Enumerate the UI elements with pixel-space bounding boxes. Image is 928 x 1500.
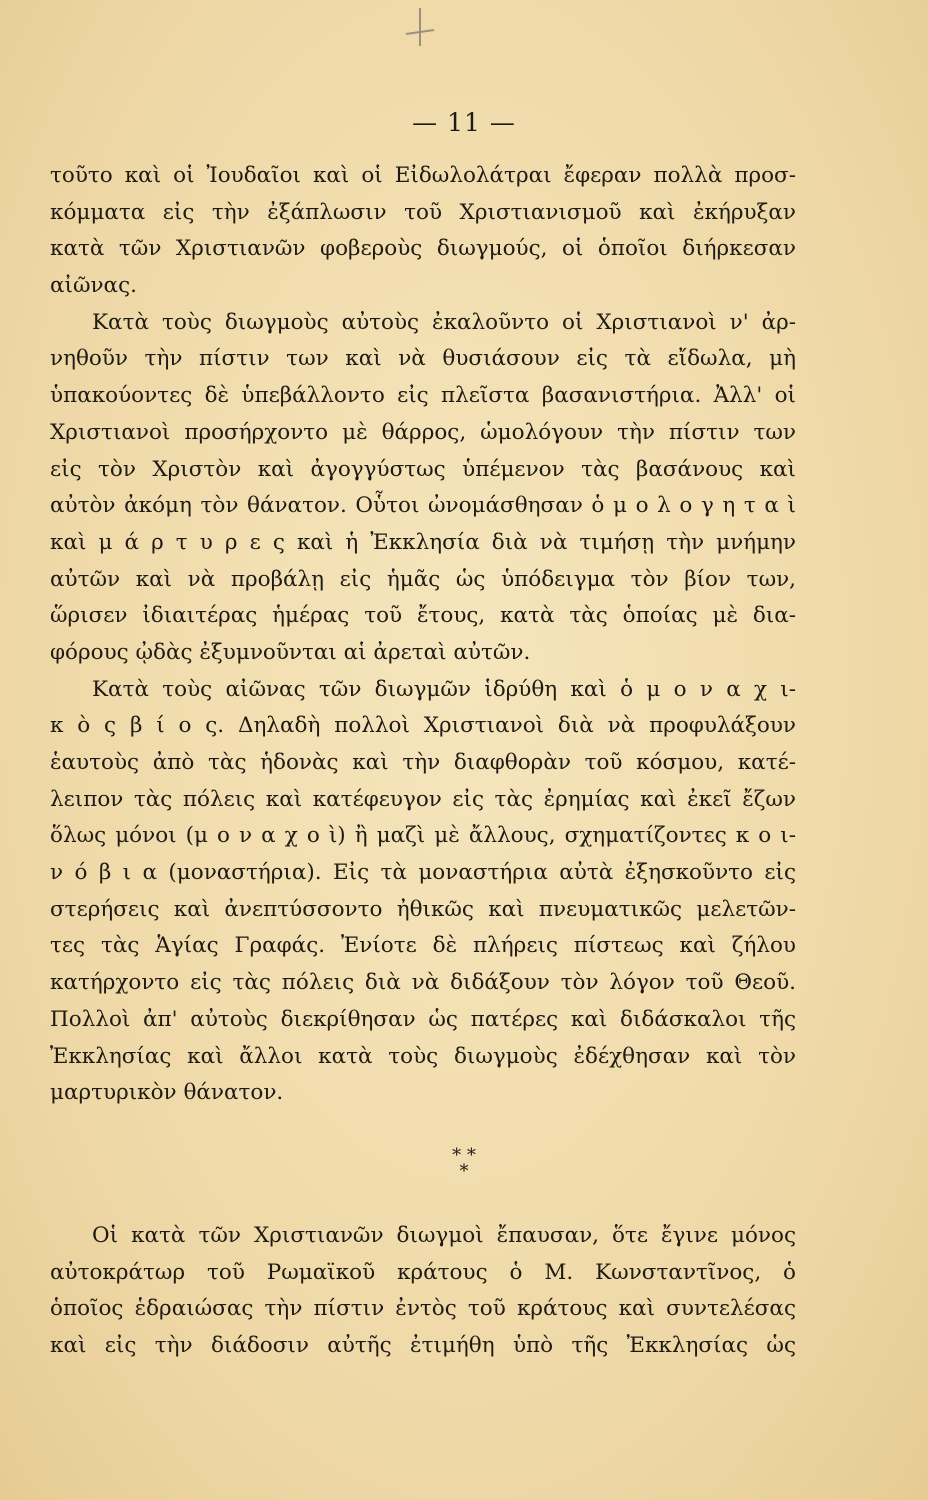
text-line: εἰς τὸν Χριστὸν καὶ ἀγογγύστως ὑπέμενον τὰς βασάνους καὶ bbox=[50, 456, 796, 482]
text-line: Οἱ κατὰ τῶν Χριστιανῶν διωγμοὶ ἔπαυσαν, ὅτε ἔγινε μόνος bbox=[92, 1223, 796, 1248]
cross-mark-icon bbox=[400, 8, 440, 48]
text-line: αὐτὸν ἀκόμη τὸν θάνατον. Οὗτοι ὠνομάσθησαν ὁ μ ο λ ο γ η τ α ὶ bbox=[50, 493, 796, 519]
text-line: Κατὰ τοὺς διωγμοὺς αὐτοὺς ἐκαλοῦντο οἱ Χριστιανοὶ ν' ἀρ- bbox=[92, 309, 796, 335]
text-block-after-divider bbox=[50, 1218, 796, 1365]
text-line: Κατὰ τοὺς αἰῶνας τῶν διωγμῶν ἱδρύθη καὶ ὁ μ ο ν α χ ι- bbox=[92, 676, 796, 702]
text-line: αὐτοκράτωρ τοῦ Ρωμαϊκοῦ κράτους ὁ Μ. Κωνσταντῖνος, ὁ bbox=[50, 1259, 796, 1285]
text-line: φόρους ᾠδὰς ἐξυμνοῦνται αἱ ἀρεταὶ αὐτῶν. bbox=[50, 639, 531, 665]
text-line: κατήρχοντο εἰς τὰς πόλεις διὰ νὰ διδάξουν τὸν λόγον τοῦ Θεοῦ. bbox=[50, 970, 796, 996]
text-line: Ἐκκλησίας καὶ ἄλλοι κατὰ τοὺς διωγμοὺς ἐδέχθησαν καὶ τὸν bbox=[50, 1043, 796, 1069]
text-line: αἰῶνας. bbox=[50, 273, 137, 299]
text-line: μαρτυρικὸν θάνατον. bbox=[50, 1080, 284, 1106]
text-line: ὑπακούοντες δὲ ὑπεβάλλοντο εἰς πλεῖστα βασανιστήρια. Ἀλλ' οἱ bbox=[50, 383, 796, 409]
text-line: λειπον τὰς πόλεις καὶ κατέφευγον εἰς τὰς ἐρημίας καὶ ἐκεῖ ἔζων bbox=[50, 786, 796, 812]
divider-stars-top: * * bbox=[452, 1145, 476, 1166]
text-line: κ ὸ ς β ί ο ς. Δηλαδὴ πολλοὶ Χριστιανοὶ διὰ νὰ προφυλάξουν bbox=[50, 713, 796, 739]
text-line: ὅλως μόνοι (μ ο ν α χ ο ὶ) ἢ μαζὶ μὲ ἄλλους, σχηματίζοντες κ ο ι- bbox=[50, 823, 796, 849]
text-line: στερήσεις καὶ ἀνεπτύσσοντο ἠθικῶς καὶ πνευματικῶς μελετῶν- bbox=[50, 896, 796, 922]
text-line: ἑαυτοὺς ἀπὸ τὰς ἡδονὰς καὶ τὴν διαφθορὰν τοῦ κόσμου, κατέ- bbox=[50, 750, 796, 775]
text-line: τες τὰς Ἁγίας Γραφάς. Ἐνίοτε δὲ πλήρεις πίστεως καὶ ζήλου bbox=[50, 933, 796, 959]
text-line: ὁποῖος ἑδραιώσας τὴν πίστιν ἐντὸς τοῦ κράτους καὶ συντελέσας bbox=[50, 1296, 796, 1322]
page-number: — 11 — bbox=[412, 108, 516, 137]
text-block-main bbox=[50, 158, 796, 1112]
text-line: ὥρισεν ἰδιαιτέρας ἡμέρας τοῦ ἔτους, κατὰ τὰς ὁποίας μὲ δια- bbox=[50, 603, 796, 629]
text-line: τοῦτο καὶ οἱ Ἰουδαῖοι καὶ οἱ Εἰδωλολάτραι ἔφεραν πολλὰ προσ- bbox=[50, 163, 796, 188]
text-line: καὶ μ ά ρ τ υ ρ ε ς καὶ ἡ Ἐκκλησία διὰ νὰ τιμήσῃ τὴν μνήμην bbox=[50, 529, 796, 555]
text-line: Χριστιανοὶ προσήρχοντο μὲ θάρρος, ὡμολόγουν τὴν πίστιν των bbox=[50, 419, 796, 445]
text-line: νηθοῦν τὴν πίστιν των καὶ νὰ θυσιάσουν εἰς τὰ εἴδωλα, μὴ bbox=[50, 346, 796, 372]
divider-stars-bottom: * bbox=[459, 1161, 469, 1182]
text-line: κατὰ τῶν Χριστιανῶν φοβεροὺς διωγμούς, οἱ ὁποῖοι διήρκεσαν bbox=[50, 236, 796, 262]
text-line: αὐτῶν καὶ νὰ προβάλῃ εἰς ἡμᾶς ὡς ὑπόδειγμα τὸν βίον των, bbox=[50, 566, 796, 592]
text-line: ν ό β ι α (μοναστήρια). Εἰς τὰ μοναστήρια αὐτὰ ἐξησκοῦντο εἰς bbox=[50, 860, 796, 886]
section-divider bbox=[0, 1145, 928, 1182]
text-line: Πολλοὶ ἀπ' αὐτοὺς διεκρίθησαν ὡς πατέρες καὶ διδάσκαλοι τῆς bbox=[50, 1006, 796, 1032]
text-line: καὶ εἰς τὴν διάδοσιν αὐτῆς ἐτιμήθη ὑπὸ τῆς Ἐκκλησίας ὡς bbox=[50, 1333, 796, 1359]
text-line: κόμματα εἰς τὴν ἐξάπλωσιν τοῦ Χριστιανισμοῦ καὶ ἐκήρυξαν bbox=[50, 199, 796, 225]
